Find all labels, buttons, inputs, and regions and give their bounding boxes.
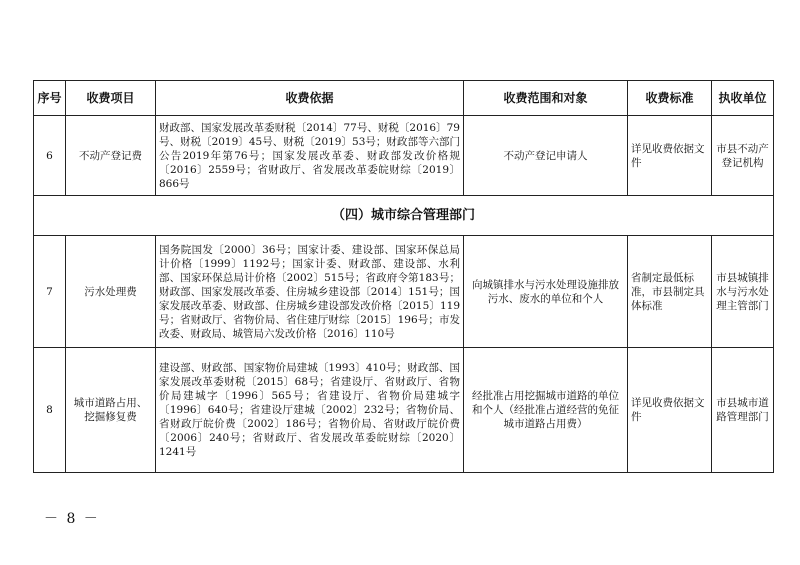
page-number: － 8 － (44, 511, 100, 527)
collecting-unit: 市县城镇排水与污水处理主管部门 (712, 236, 774, 348)
fee-standard: 省制定最低标准，市县制定具体标准 (628, 236, 712, 348)
fee-basis: 国务院国发〔2000〕36号；国家计委、建设部、国家环保总局计价格〔1999〕1192号；国家计委、财政部、建设部、水利部、国家环保总局计价格〔2002〕515号；省政府令第183号；财政部、国家发展改革委、住房城乡建设部〔2014〕151号；国家发展改革委、财政部、住房城乡建设部发改价格〔2015〕119号；省财政厅、省物价局、省住建厅财综〔2015〕196号；市发改委、财政局、城管局六发改价格〔2016〕110号 (156, 236, 464, 348)
header-item: 收费项目 (66, 81, 156, 116)
row-number: 8 (34, 348, 66, 473)
collecting-unit: 市县城市道路管理部门 (712, 348, 774, 473)
table-row (34, 348, 774, 473)
table-row (34, 116, 774, 196)
header-basis: 收费依据 (156, 81, 464, 116)
fee-item: 城市道路占用、挖掘修复费 (66, 348, 156, 473)
fee-scope: 向城镇排水与污水处理设施排放污水、废水的单位和个人 (464, 236, 628, 348)
header-no: 序号 (34, 81, 66, 116)
table-header-row (34, 81, 774, 116)
section-row (34, 196, 774, 236)
header-unit: 执收单位 (712, 81, 774, 116)
header-standard: 收费标准 (628, 81, 712, 116)
section-title: （四）城市综合管理部门 (34, 196, 774, 236)
collecting-unit: 市县不动产登记机构 (712, 116, 774, 196)
fee-standard: 详见收费依据文件 (628, 116, 712, 196)
row-number: 6 (34, 116, 66, 196)
fee-table (33, 80, 774, 473)
fee-basis: 建设部、财政部、国家物价局建城〔1993〕410号；财政部、国家发展改革委财税〔2015〕68号；省建设厅、省财政厅、省物价局建城字〔1996〕565号；省建设厅、省物价局建城字〔1996〕640号；省建设厅建城〔2002〕232号；省物价局、省财政厅皖价费〔2002〕186号；省物价局、省财政厅皖价费〔2006〕240号；省财政厅、省发展改革委皖财综〔2020〕1241号 (156, 348, 464, 473)
fee-scope: 经批准占用挖掘城市道路的单位和个人（经批准占道经营的免征城市道路占用费） (464, 348, 628, 473)
fee-item: 不动产登记费 (66, 116, 156, 196)
fee-scope: 不动产登记申请人 (464, 116, 628, 196)
table-row (34, 236, 774, 348)
row-number: 7 (34, 236, 66, 348)
fee-basis: 财政部、国家发展改革委财税〔2014〕77号、财税〔2016〕79号、财税〔2019〕45号、财税〔2019〕53号；财政部等六部门公告2019年第76号；国家发展改革委、财政部发改价格规〔2016〕2559号；省财政厅、省发展改革委皖财综〔2019〕866号 (156, 116, 464, 196)
fee-standard: 详见收费依据文件 (628, 348, 712, 473)
header-scope: 收费范围和对象 (464, 81, 628, 116)
fee-item: 污水处理费 (66, 236, 156, 348)
